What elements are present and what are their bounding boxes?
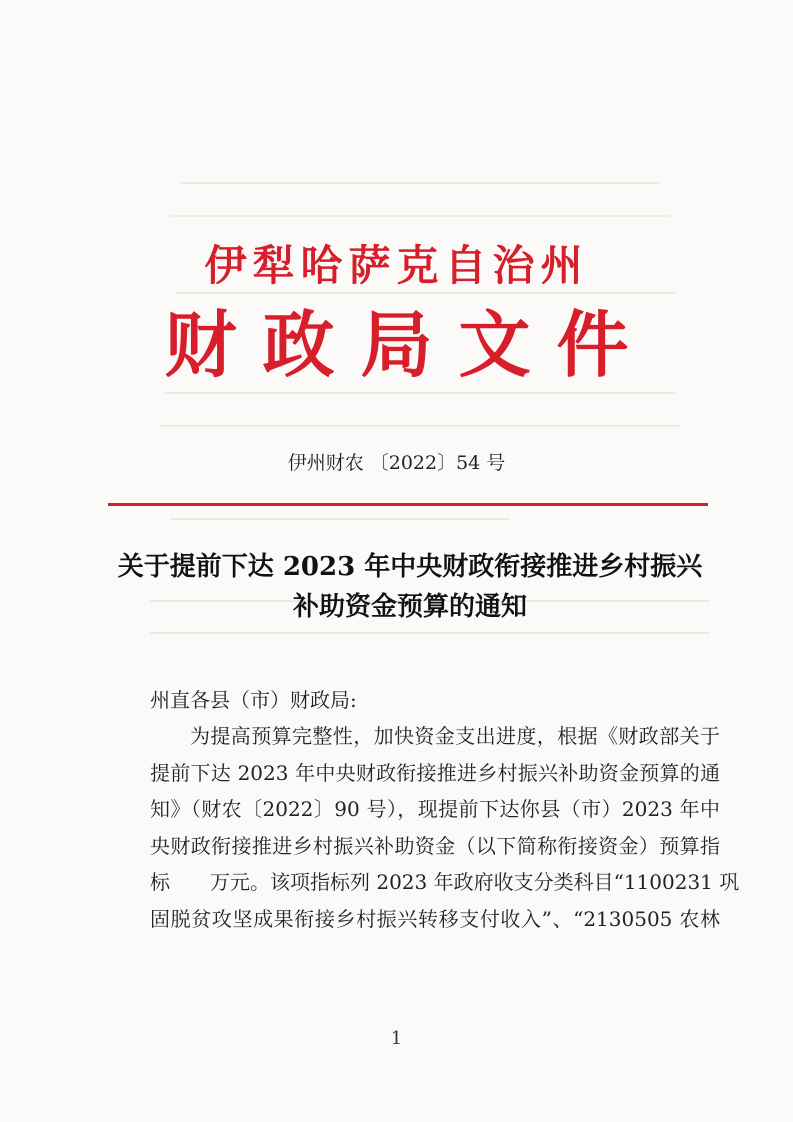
body-line: 知》（财农〔2022〕90 号），现提前下达你县（市）2023 年中 (150, 797, 720, 821)
body-paragraph (150, 718, 740, 937)
salutation: 州直各县（市）财政局: (150, 688, 357, 712)
document-number: 伊州财农 〔2022〕54 号 (287, 452, 506, 474)
body-line: 固脱贫攻坚成果衔接乡村振兴转移支付收入”、“2130505 农林 (150, 906, 720, 931)
document-title (110, 547, 710, 627)
bleed-through-mark (160, 425, 680, 427)
body-line: 央财政衔接推进乡村振兴补助资金（以下简称衔接资金）预算指 (150, 833, 720, 858)
title-line: 关于提前下达 2023 年中央财政衔接推进乡村振兴 (117, 552, 703, 582)
body-line: 提前下达 2023 年中央财政衔接推进乡村振兴补助资金预算的通 (150, 760, 720, 785)
page-number: 1 (390, 1028, 403, 1049)
issuing-organization: 伊犁哈萨克自治州 (204, 241, 589, 290)
document-type-heading: 财政局文件 (164, 302, 655, 387)
body-line: 为提高预算完整性，加快资金支出进度，根据《财政部关于 (190, 724, 720, 748)
red-divider-line (108, 503, 708, 506)
bleed-through-mark (170, 215, 670, 217)
bleed-through-mark (180, 182, 660, 184)
title-line: 补助资金预算的通知 (292, 592, 527, 622)
bleed-through-mark (165, 392, 675, 394)
bleed-through-mark (170, 518, 510, 520)
bleed-through-mark (150, 632, 710, 634)
body-line: 标 万元。该项指标列 2023 年政府收支分类科目“1100231 巩 (150, 870, 740, 894)
